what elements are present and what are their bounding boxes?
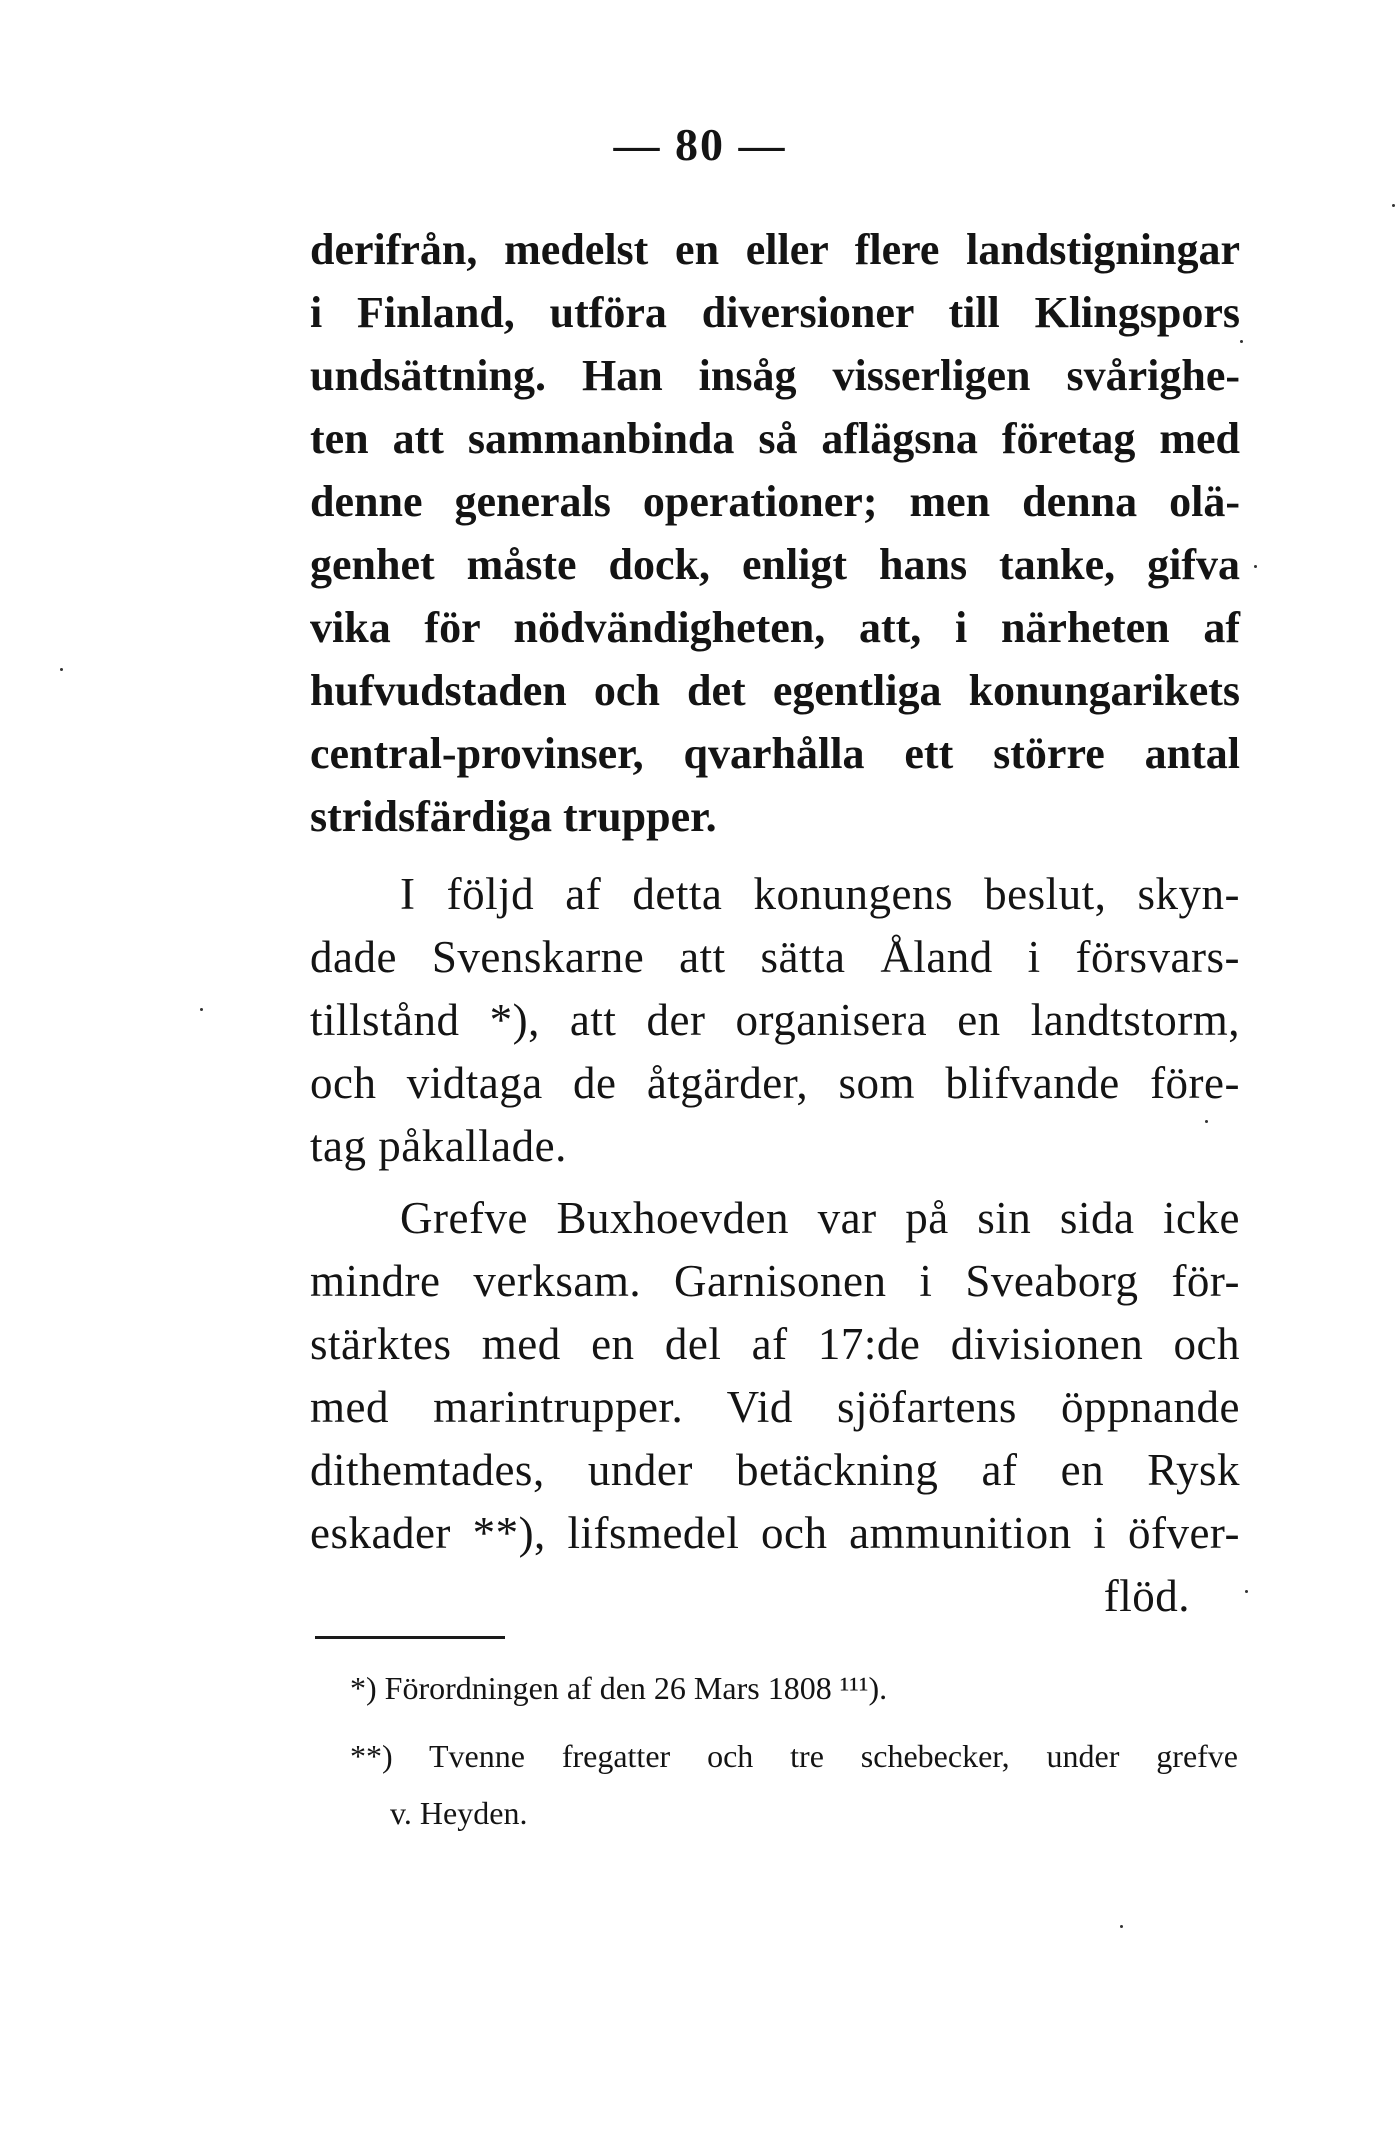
text-line: vika för nödvändigheten, att, i närheten af (310, 603, 1240, 652)
text-line: flöd. (1103, 1571, 1190, 1621)
scan-speck (1205, 1120, 1208, 1123)
scan-speck (60, 668, 63, 671)
text-line: med marintrupper. Vid sjöfartens öppnande (310, 1382, 1240, 1432)
text-line: undsättning. Han insåg visserligen svårighe- (310, 351, 1240, 400)
footnote-continuation: v. Heyden. (390, 1795, 528, 1831)
scan-speck (1240, 340, 1243, 343)
scan-speck (1245, 1590, 1248, 1593)
text-line: i Finland, utföra diversioner till Klingspors (310, 288, 1240, 337)
text-line: ten att sammanbinda så aflägsna företag med (310, 414, 1240, 463)
text-line: hufvudstaden och det egentliga konungarikets (310, 666, 1240, 715)
scan-speck (1254, 565, 1257, 568)
text-line: dithemtades, under betäckning af en Rysk (310, 1445, 1240, 1495)
footnote: *) Förordningen af den 26 Mars 1808 ¹¹¹). (350, 1670, 888, 1706)
text-line: central-provinser, qvarhålla ett större antal (310, 729, 1240, 778)
page-number: — 80 — (613, 119, 787, 170)
text-line: genhet måste dock, enligt hans tanke, gifva (310, 540, 1240, 589)
text-line: denne generals operationer; men denna olä- (310, 477, 1240, 526)
scan-speck (1392, 204, 1395, 207)
text-line: stärktes med en del af 17:de divisionen och (310, 1319, 1240, 1369)
footnote-divider (315, 1636, 505, 1639)
text-line: I följd af detta konungens beslut, skyn- (400, 869, 1240, 919)
footnote: **) Tvenne fregatter och tre schebecker, under grefve (350, 1738, 1238, 1774)
text-line: eskader **), lifsmedel och ammunition i öfver- (310, 1508, 1240, 1558)
text-line: tag påkallade. (310, 1121, 567, 1171)
text-line: stridsfärdiga trupper. (310, 792, 717, 841)
text-line: dade Svenskarne att sätta Åland i försvars- (310, 932, 1240, 982)
scan-speck (200, 1008, 203, 1011)
text-line: mindre verksam. Garnisonen i Sveaborg för- (310, 1256, 1240, 1306)
scan-speck (1120, 1925, 1123, 1928)
text-line: och vidtaga de åtgärder, som blifvande före- (310, 1058, 1240, 1108)
text-line: derifrån, medelst en eller flere landstigningar (310, 225, 1240, 274)
text-line: Grefve Buxhoevden var på sin sida icke (400, 1193, 1240, 1243)
text-line: tillstånd *), att der organisera en landtstorm, (310, 995, 1240, 1045)
